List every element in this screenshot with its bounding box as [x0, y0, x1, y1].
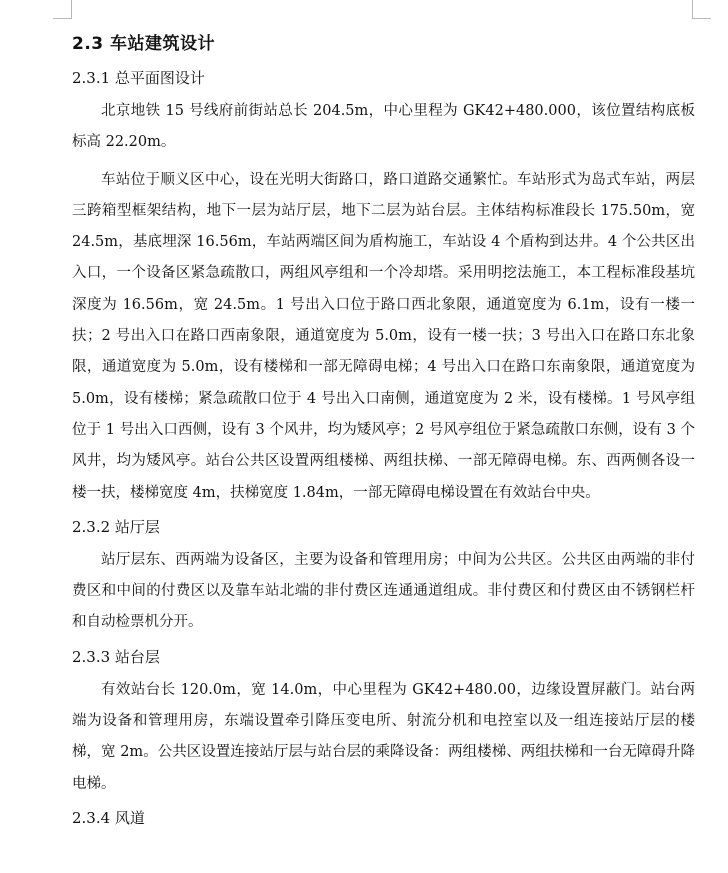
document-body — [72, 30, 695, 836]
page-corner-mark-left — [53, 0, 72, 19]
subsection-heading: 2.3.1 总平面图设计 — [72, 69, 205, 87]
subsection-heading: 2.3.4 风道 — [72, 808, 145, 827]
section-title: 2.3 车站建筑设计 — [72, 34, 216, 54]
subsection-concourse-level — [72, 515, 695, 639]
subsection-platform-level — [72, 645, 695, 800]
paragraph: 车站位于顺义区中心，设在光明大街路口，路口道路交通繁忙。车站形式为岛式车站，两层三跨箱型框架结构，地下一层为站厅层，地下二层为站台层。主体结构标准段长 175.50m，宽 24.5m，基底埋深 16.56m，车站两端区间为盾构施工，车站设 4 个盾构到达井。4 个公共区出入口，一个设备区紧急疏散口，两组风亭组和一个冷却塔。采用明挖法施工，本工程标准段基坑深度为 16.56m，宽 24.5m。1 号出入口位于路口西北象限，通道宽度为 6.1m，设有一楼一扶；2 号出入口在路口西南象限，通道宽度为 5.0m，设有一楼一扶；3 号出入口在路口东北象限，通道宽度为 5.0m，设有楼梯和一部无障碍电梯；4 号出入口在路口东南象限，通道宽度为 5.0m，设有楼梯；紧急疏散口位于 4 号出入口南侧，通道宽度为 2 米，设有楼梯。1 号风亭组位于 1 号出入口西侧，设有 3 个风井，均为矮风亭；2 号风亭组位于紧急疏散口东侧，设有 3 个风井，均为矮风亭。站台公共区设置两组楼梯、两组扶梯、一部无障碍电梯。东、西两侧各设一楼一扶，楼梯宽度 4m，扶梯宽度 1.84m，一部无障碍电梯设置在有效站台中央。 — [72, 171, 695, 501]
subsection-total-plan — [72, 66, 695, 509]
subsection-heading: 2.3.2 站厅层 — [72, 517, 160, 536]
subsection-heading: 2.3.3 站台层 — [72, 647, 160, 666]
page-corner-mark-right — [692, 0, 711, 19]
subsection-air-duct — [72, 806, 695, 830]
paragraph: 北京地铁 15 号线府前街站总长 204.5m，中心里程为 GK42+480.000，该位置结构底板标高 22.20m。 — [72, 103, 695, 151]
paragraph: 站厅层东、西两端为设备区，主要为设备和管理用房；中间为公共区。公共区由两端的非付费区和中间的付费区以及靠车站北端的非付费区连通通道组成。非付费区和付费区由不锈钢栏杆和自动检票机分开。 — [72, 551, 695, 631]
paragraph: 有效站台长 120.0m，宽 14.0m，中心里程为 GK42+480.00，边缘设置屏蔽门。站台两端为设备和管理用房，东端设置牵引降压变电所、射流分机和电控室以及一组连接站厅层的楼梯，宽 2m。公共区设置连接站厅层与站台层的乘降设备：两组楼梯、两组扶梯和一台无障碍升降电梯。 — [72, 681, 695, 792]
